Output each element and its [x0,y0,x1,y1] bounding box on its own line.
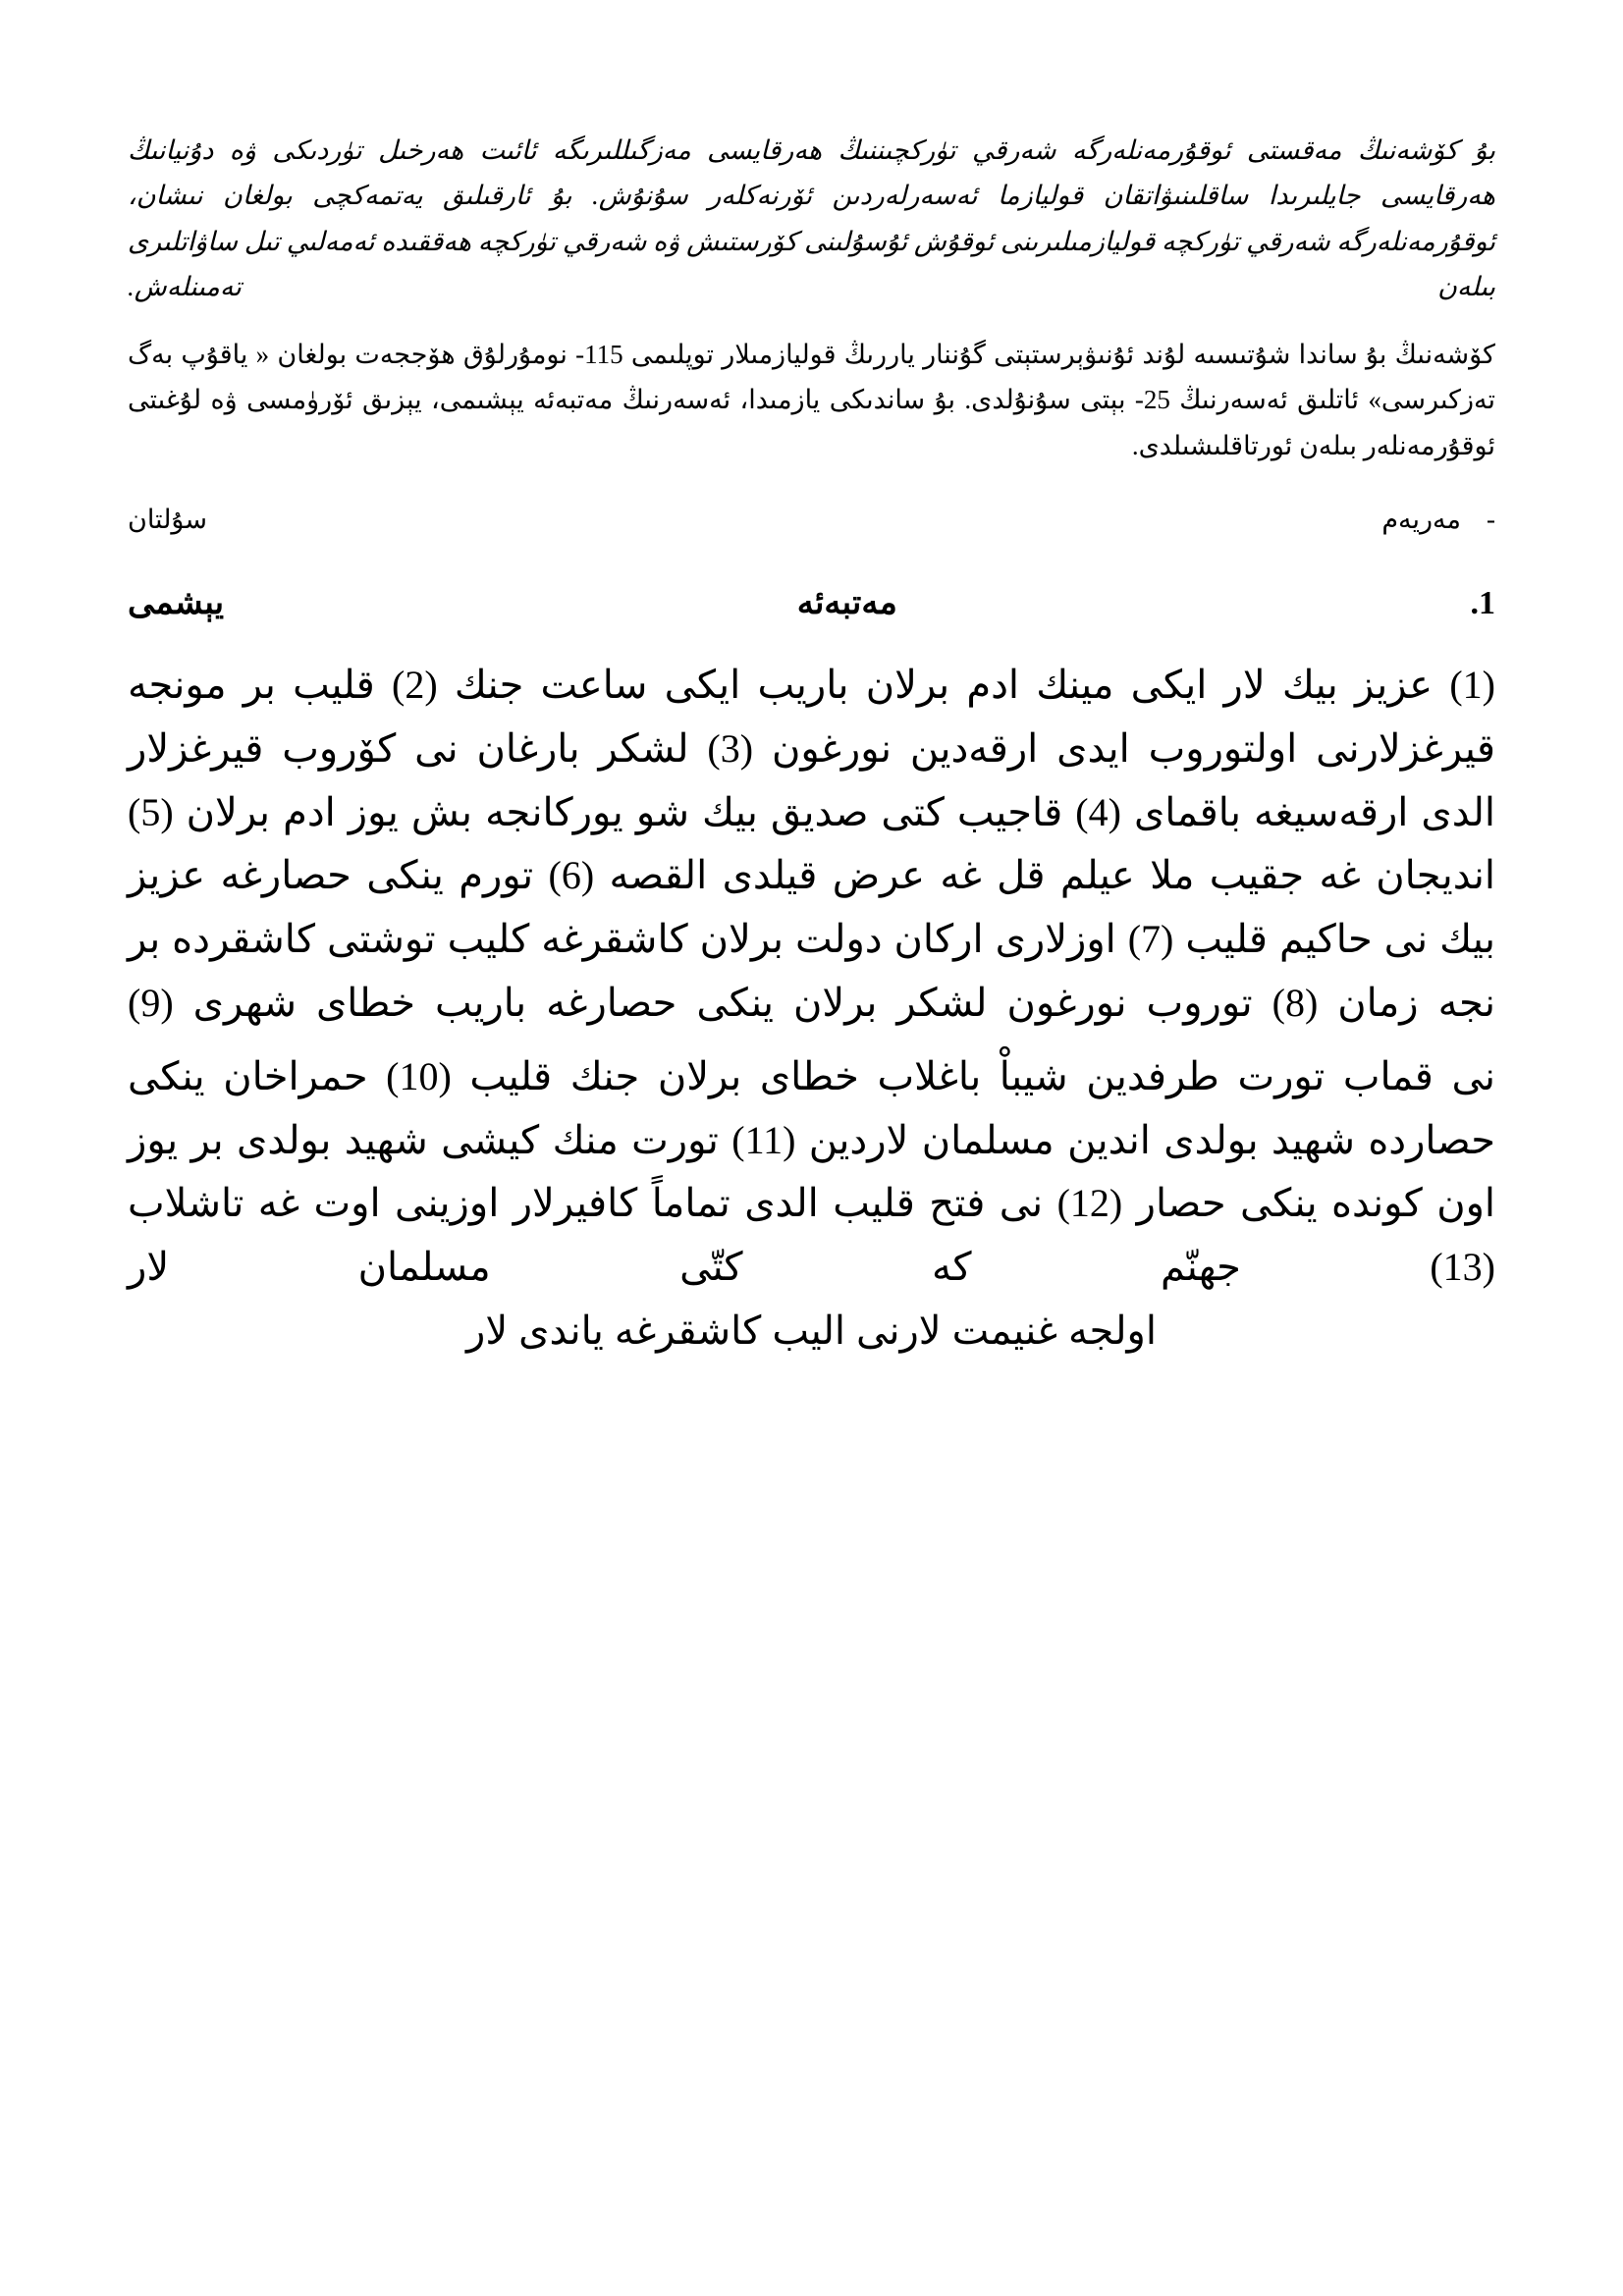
section-heading: 1. مەتبەئە يېشمى [128,584,1495,621]
lead-paragraph: بۇ كۆشەنىڭ مەقستى ئوقۇرمەنلەرگە شەرقي تۈركچىننىڭ ھەرقايسى مەزگىللىرىگە ئائىت ھەرخىل تۈردىكى ۋە دۇنيانىڭ ھەرقايسى جايلىرىدا ساقلىنىۋاتقان قوليازما ئەسەرلەردىن ئۆرنەكلەر سۇنۇش. بۇ ئارقىلىق يەتمەكچى بولغان نىشان، ئوقۇرمەنلەرگە شەرقي تۈركچە قوليازمىلىرىنى ئوقۇش ئۇسۇلىنى كۆرستىش ۋە شەرقي تۈركچە ھەققىدە ئەمەلىي تىل ساۋاتلىرى بىلەن تەمىنلەش. [128,135,1495,302]
note-paragraph: كۆشەنىڭ بۇ ساندا شۇتىسىە لۇند ئۇنىۋېرستېتى گۇننار ياررىڭ قوليازمىلار توپلىمى 115- نومۇرلۇق ھۆججەت بولغان « ياقۇپ بەگ تەزكىرسى» ئاتلىق ئەسەرنىڭ 25- بېتى سۇنۇلدى. بۇ ساندىكى يازمىدا، ئەسەرنىڭ مەتبەئە يېشىمى، يېزىق ئۆرۈمسى ۋە لۇغىتى ئوقۇرمەنلەر بىلەن ئورتاقلىشىلدى. [128,339,1495,460]
byline [128,498,1495,543]
transcription-block-2: نى قماب تورت طرفدين شيباْ باغلاب خطاى برلان جنك قليب (10) حمراخان ينكى حصارده شهيد بولدى اندين مسلمان لاردين (11) تورت منك كيشى شهيد بولدى بر يوز اون كونده ينكى حصار (12) نى فتح قليب الدى تماماً كافيرلار اوزينى اوت غه تاشلاب (13) جهنّم كه كتّى مسلمان لار [128,1053,1496,1290]
transcription-block-3: اولجه غنيمت لارنى اليب كاشقرغه ياندى لار [466,1308,1157,1353]
transcription-block-1: (1) عزيز بيك لار ايكى مينك ادم برلان باريب ايكى ساعت جنك (2) قليب بر مونجه قيرغزلارنى اولتوروب ايدى ارقەدين نورغون (3) لشكر بارغان نى كۆروب قيرغزلار الدى ارقەسيغه باقماى (4) قاجيب كتى صديق بيك شو يوركانجه بش يوز ادم برلان (5) انديجان غه جقيب ملا عيلم قل غه عرض قيلدى القصه (6) تورم ينكى حصارغه عزيز بيك نى حاكيم قليب (7) اوزلارى اركان دولت برلان كاشقرغه كليب توشتى كاشقرده بر نجه زمان (8) توروب نورغون لشكر برلان ينكى حصارغه باريب خطاى شهرى (9) [128,662,1496,1025]
byline-author-name: مەريەم سۇلتان [128,505,1461,535]
byline-dash: - [1487,505,1495,535]
document-body [128,128,1495,1363]
